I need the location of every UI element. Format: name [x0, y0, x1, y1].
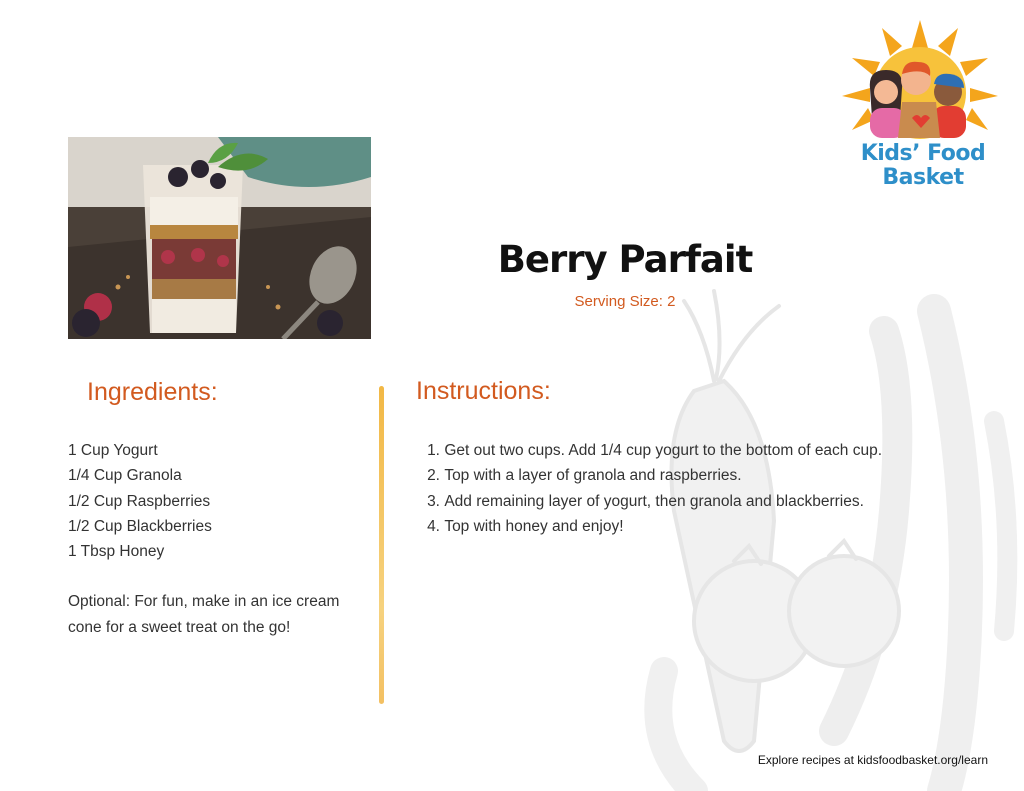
- ingredient-item: 1/2 Cup Blackberries: [68, 517, 212, 535]
- recipe-title: Berry Parfait: [497, 238, 753, 281]
- ingredient-item: 1/2 Cup Raspberries: [68, 492, 211, 510]
- step-number: 2.: [427, 467, 440, 485]
- optional-note-line-1: Optional: For fun, make in an ice cream: [68, 593, 340, 610]
- footer-link-text: Explore recipes at kidsfoodbasket.org/learn: [757, 753, 988, 767]
- berry-parfait-photo: [68, 137, 371, 339]
- optional-note-line-2: cone for a sweet treat on the go!: [68, 619, 291, 636]
- step-text: Top with honey and enjoy!: [444, 517, 624, 535]
- optional-note: [68, 589, 368, 641]
- serving-size: Serving Size: 2: [574, 293, 676, 310]
- instructions-list: [416, 438, 956, 539]
- instructions-heading: Instructions:: [416, 377, 551, 405]
- ingredients-list: [68, 438, 212, 564]
- step-number: 3.: [427, 492, 440, 510]
- ingredient-item: 1 Tbsp Honey: [68, 543, 165, 561]
- instruction-step: [416, 514, 956, 539]
- logo-line-1: Kids’ Food: [860, 141, 986, 166]
- logo-line-2: Basket: [882, 165, 964, 190]
- instruction-step: [416, 463, 956, 488]
- ingredient-item: 1/4 Cup Granola: [68, 467, 182, 485]
- step-text: Add remaining layer of yogurt, then granola and blackberries.: [444, 492, 864, 510]
- step-text: Get out two cups. Add 1/4 cup yogurt to the bottom of each cup.: [444, 442, 883, 459]
- step-text: Top with a layer of granola and raspberries.: [444, 467, 742, 485]
- instruction-step: [416, 438, 956, 463]
- column-divider: [379, 386, 384, 704]
- ingredients-heading: Ingredients:: [87, 378, 218, 406]
- ingredient-item: 1 Cup Yogurt: [68, 442, 158, 459]
- step-number: 4.: [427, 517, 440, 535]
- logo-wordmark: [853, 142, 993, 190]
- instruction-step: [416, 489, 956, 514]
- step-number: 1.: [427, 442, 440, 459]
